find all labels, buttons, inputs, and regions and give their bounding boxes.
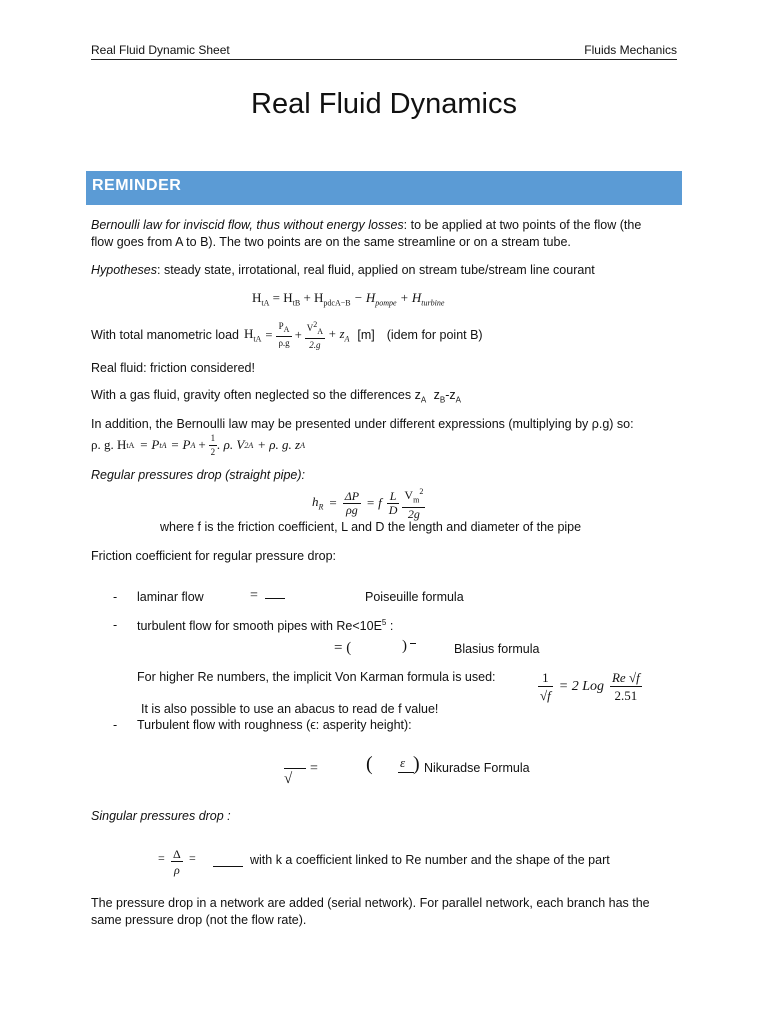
pressure-fraction: $\frac{P_A}{\rho.g}$ bbox=[278, 321, 290, 348]
list-dash-roughness: - bbox=[113, 718, 118, 732]
bernoulli-paragraph bbox=[91, 217, 678, 251]
energy-equation: $H_{tA} = H_{tB} + H_{pdcA-B} - H_{pompe} + H_{turbine}$ bbox=[252, 290, 445, 308]
manometric-prefix: With total manometric load bbox=[91, 328, 239, 342]
von-karman-equation: $\frac{1}{√f}$ = 2 Log $\frac{Re √f}{2.51}$ bbox=[540, 670, 640, 703]
section-heading: REMINDER bbox=[92, 177, 182, 194]
list-dash-laminar: - bbox=[113, 590, 118, 604]
laminar-equals: = bbox=[250, 588, 258, 603]
regular-heading: Regular pressures drop (straight pipe): bbox=[91, 468, 305, 482]
singular-heading: Singular pressures drop : bbox=[91, 809, 231, 823]
nikuradse-sqrt: √ bbox=[284, 771, 293, 787]
blasius-paren-close: ) bbox=[402, 638, 407, 654]
nikuradse-paren-open: ( bbox=[366, 753, 373, 775]
header-right: Fluids Mechanics bbox=[584, 43, 677, 57]
header-left: Real Fluid Dynamic Sheet bbox=[91, 43, 230, 57]
singular-blank-bar bbox=[213, 866, 243, 867]
nikuradse-epsilon: ε bbox=[400, 755, 406, 770]
rho-g-equation: ρ. g. H tA = P tA = P A + $\frac{1}{2}$ . ρ. V 2 A + ρ. g. z A bbox=[91, 432, 305, 457]
section-banner bbox=[86, 171, 682, 205]
nikuradse-equals: = bbox=[310, 761, 318, 776]
nikuradse-eps-bar bbox=[398, 772, 414, 773]
nikuradse-label: Nikuradse Formula bbox=[424, 761, 530, 775]
laminar-label: laminar flow bbox=[137, 590, 204, 604]
friction-definition: where f is the friction coefficient, L and D the length and diameter of the pipe bbox=[160, 520, 582, 534]
nikuradse-fraction-bar bbox=[284, 768, 306, 769]
nikuradse-paren-close: ) bbox=[413, 753, 420, 775]
page-header bbox=[91, 43, 677, 60]
bernoulli-line2: flow goes from A to B). The two points are on the same streamline or on a stream tube. bbox=[91, 235, 571, 249]
singular-fraction: $\frac{\Delta}{\rho}$ bbox=[173, 847, 181, 877]
gas-line: With a gas fluid, gravity often neglected so the differences $z_A$ $z_B-z_A$ bbox=[91, 388, 462, 405]
blasius-equation: = ( bbox=[334, 640, 352, 656]
poiseuille-label: Poiseuille formula bbox=[365, 590, 464, 604]
von-karman-text: For higher Re numbers, the implicit Von Karman formula is used: bbox=[137, 670, 496, 684]
regular-equation: $h_R$ = $\frac{\Delta P}{\rho g}$ = f $\frac{L}{D}$ $\frac{V_m^2}{2g}$ bbox=[312, 487, 424, 521]
turbulent-smooth-label: turbulent flow for smooth pipes with $Re<10E^5$ : bbox=[137, 618, 394, 634]
hypotheses-text: : steady state, irrotational, real fluid, applied on stream tube/stream line courant bbox=[157, 263, 595, 277]
hypotheses-paragraph bbox=[91, 262, 678, 279]
velocity-fraction: $\frac{V^2_A}{2.g}$ bbox=[306, 320, 324, 350]
blasius-exponent-bar bbox=[410, 643, 416, 644]
list-dash-turbulent: - bbox=[113, 618, 118, 632]
friction-intro: Friction coefficient for regular pressure drop: bbox=[91, 549, 337, 563]
bernoulli-italic: Bernoulli law for inviscid flow, thus without energy losses bbox=[91, 218, 404, 232]
real-fluid-line: Real fluid: friction considered! bbox=[91, 361, 255, 375]
abacus-note: It is also possible to use an abacus to read de f value! bbox=[141, 702, 439, 716]
addition-line: In addition, the Bernoulli law may be presented under different expressions (multiplying by ρ.g) so: bbox=[91, 417, 634, 431]
blasius-label: Blasius formula bbox=[454, 642, 540, 656]
network-paragraph: The pressure drop in a network are added (serial network). For parallel network, each branch has the same pressure drop (not the flow rate). bbox=[91, 896, 650, 927]
page-title: Real Fluid Dynamics bbox=[251, 88, 517, 120]
laminar-fraction-bar bbox=[265, 598, 285, 599]
singular-equals-2: = bbox=[189, 851, 196, 865]
singular-text: with k a coefficient linked to Re number and the shape of the part bbox=[250, 853, 610, 867]
manometric-load-line: With total manometric load $H_{tA}$ = $\frac{P_A}{\rho.g}$ + $\frac{V^2_A}{2.g}$ + $z_A$ [m] (idem for point B) bbox=[91, 320, 483, 350]
bernoulli-rest: : to be applied at two points of the flow (the bbox=[403, 218, 642, 232]
singular-equals-1: = bbox=[158, 851, 165, 865]
hypotheses-label: Hypotheses bbox=[91, 263, 158, 277]
roughness-label: Turbulent flow with roughness (ϵ: asperity height): bbox=[137, 718, 412, 732]
